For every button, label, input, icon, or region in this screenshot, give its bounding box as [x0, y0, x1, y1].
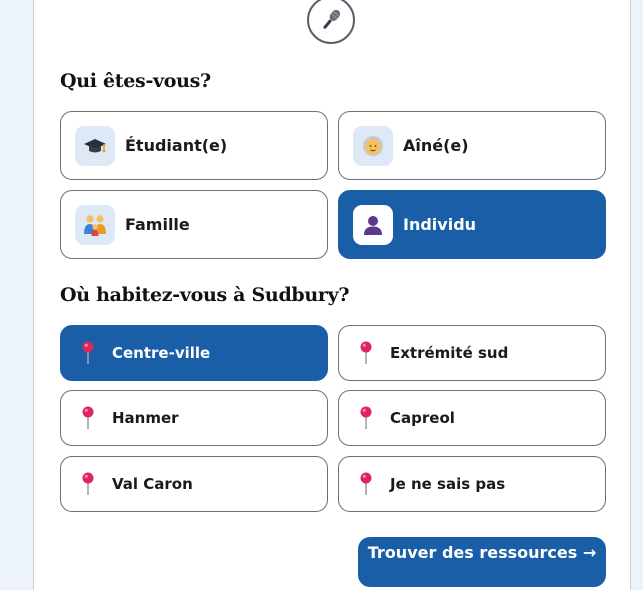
option-icon-badge [75, 205, 115, 245]
find-resources-label: Trouver des ressources → [367, 543, 597, 562]
option-label: Aîné(e) [403, 136, 469, 155]
person-silhouette-icon [361, 213, 385, 237]
pushpin-icon [81, 406, 95, 430]
find-resources-button[interactable] [358, 537, 606, 587]
option-label: Je ne sais pas [390, 475, 506, 493]
pushpin-icon [81, 472, 95, 496]
option-label: Capreol [390, 409, 455, 427]
option-hanmer[interactable] [60, 390, 328, 446]
option-val-caron[interactable] [60, 456, 328, 512]
option-label: Val Caron [112, 475, 193, 493]
option-icon-badge [353, 205, 393, 245]
option-label: Hanmer [112, 409, 179, 427]
family-icon [82, 212, 108, 238]
pushpin-icon [359, 406, 373, 430]
microphone-icon [317, 6, 345, 34]
option-centre-ville[interactable] [60, 325, 328, 381]
option-extremite-sud[interactable] [338, 325, 606, 381]
who-section-title: Qui êtes-vous? [60, 70, 211, 92]
option-famille[interactable] [60, 190, 328, 259]
older-person-icon [360, 133, 386, 159]
where-section-title: Où habitez-vous à Sudbury? [60, 284, 350, 306]
option-icon-badge [75, 126, 115, 166]
option-aine[interactable] [338, 111, 606, 180]
option-etudiant[interactable] [60, 111, 328, 180]
option-icon-badge [353, 126, 393, 166]
option-individu[interactable] [338, 190, 606, 259]
option-label: Famille [125, 215, 190, 234]
pushpin-icon [359, 341, 373, 365]
option-label: Étudiant(e) [125, 136, 228, 155]
pushpin-icon [81, 341, 95, 365]
option-label: Individu [403, 215, 477, 234]
option-label: Centre-ville [112, 344, 211, 362]
microphone-button[interactable] [307, 0, 355, 44]
graduation-cap-icon [83, 134, 107, 158]
form-card [33, 0, 631, 590]
option-je-ne-sais-pas[interactable] [338, 456, 606, 512]
pushpin-icon [359, 472, 373, 496]
option-label: Extrémité sud [390, 344, 509, 362]
option-capreol[interactable] [338, 390, 606, 446]
